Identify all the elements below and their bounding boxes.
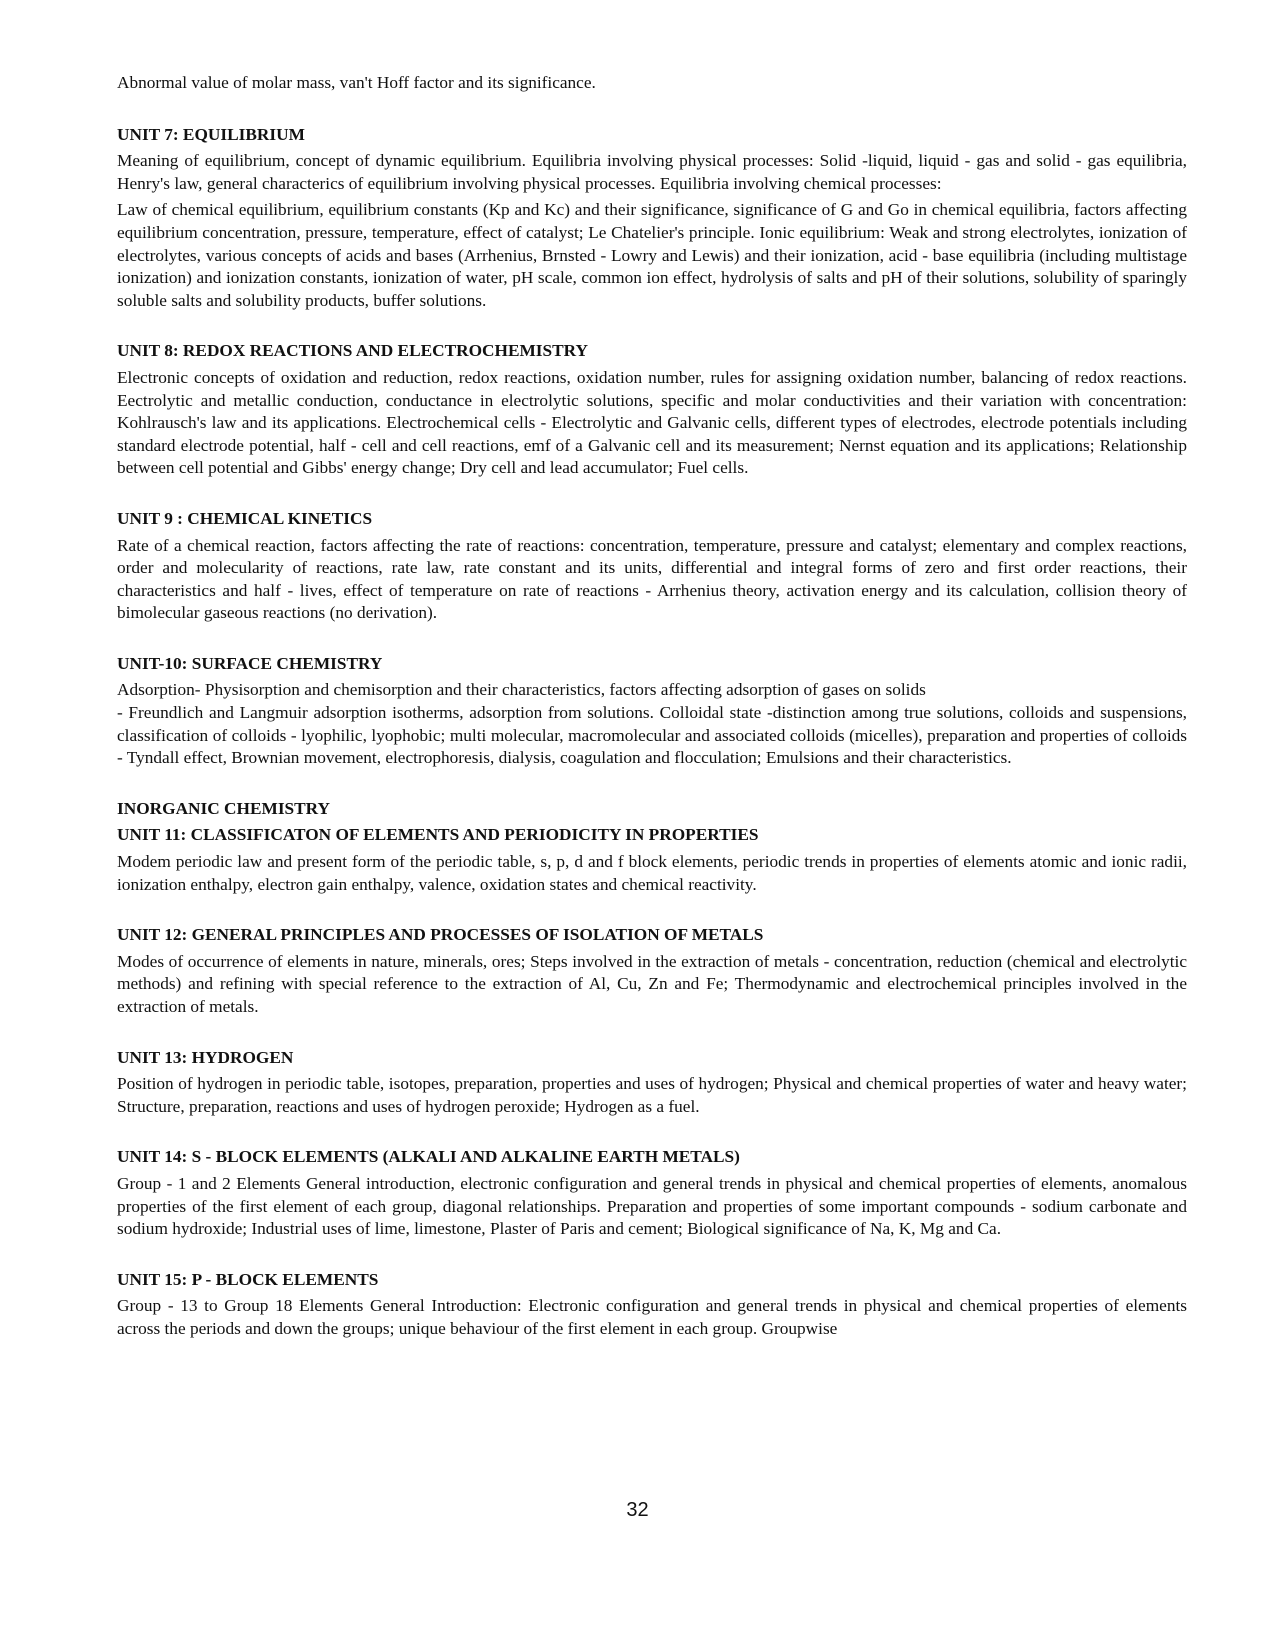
unit-10-paragraph-2: - Freundlich and Langmuir adsorption isotherms, adsorption from solutions. Colloidal state -distinction among true solutions, colloids and suspensions, classification of colloids - lyophilic, lyophobic; multi molecular, macromolecular and associated colloids (micelles), preparation and properties of colloids - Tyndall effect, Brownian movement, electrophoresis, dialysis, coagulation and flocculation; Emulsions and their characteristics. [117,703,1187,768]
unit-13-paragraph: Position of hydrogen in periodic table, isotopes, preparation, properties and uses of hydrogen; Physical and chemical properties of water and heavy water; Structure, preparation, reactions and uses of hydrogen peroxide; Hydrogen as a fuel. [117,1074,1187,1116]
unit-14-heading: UNIT 14: S - BLOCK ELEMENTS (ALKALI AND ALKALINE EARTH METALS) [117,1147,740,1167]
unit-11-section [117,798,1187,896]
unit-13-section [117,1047,1187,1119]
unit-12-heading: UNIT 12: GENERAL PRINCIPLES AND PROCESSES OF ISOLATION OF METALS [117,925,764,945]
unit-10-section [117,653,1187,770]
unit-10-paragraph-1: Adsorption- Physisorption and chemisorption and their characteristics, factors affecting adsorption of gases on solids [117,680,926,700]
unit-14-paragraph: Group - 1 and 2 Elements General introduction, electronic configuration and general trends in physical and chemical properties of elements, anomalous properties of the first element of each group, diagonal relationships. Preparation and properties of some important compounds - sodium carbonate and sodium hydroxide; Industrial uses of lime, limestone, Plaster of Paris and cement; Biological significance of Na, K, Mg and Ca. [117,1173,1187,1239]
unit-9-heading: UNIT 9 : CHEMICAL KINETICS [117,508,373,528]
unit-11-heading: UNIT 11: CLASSIFICATON OF ELEMENTS AND PERIODICITY IN PROPERTIES [117,825,759,845]
unit-13-heading: UNIT 13: HYDROGEN [117,1047,294,1067]
unit-15-section [117,1269,1187,1341]
intro-line: Abnormal value of molar mass, van't Hoff factor and its significance. [117,73,596,92]
page-number: 32 [626,1499,649,1521]
unit-9-section [117,508,1187,625]
unit-7-section [117,124,1187,313]
inorganic-chemistry-heading: INORGANIC CHEMISTRY [117,798,331,818]
unit-14-section [117,1146,1187,1240]
unit-10-heading: UNIT-10: SURFACE CHEMISTRY [117,653,383,673]
unit-15-heading: UNIT 15: P - BLOCK ELEMENTS [117,1269,379,1289]
unit-11-paragraph: Modem periodic law and present form of the periodic table, s, p, d and f block elements, periodic trends in properties of elements atomic and ionic radii, ionization enthalpy, electron gain enthalpy, valence, oxidation states and chemical reactivity. [117,852,1187,894]
unit-7-paragraph-1: Meaning of equilibrium, concept of dynamic equilibrium. Equilibria involving physical processes: Solid -liquid, liquid - gas and solid - gas equilibria, Henry's law, general characterics of equilibrium involving physical processes. Equilibria involving chemical processes: [117,151,1187,193]
unit-12-section [117,924,1187,1018]
unit-8-heading: UNIT 8: REDOX REACTIONS AND ELECTROCHEMISTRY [117,341,589,361]
unit-12-paragraph: Modes of occurrence of elements in nature, minerals, ores; Steps involved in the extraction of metals - concentration, reduction (chemical and electrolytic methods) and refining with special reference to the extraction of Al, Cu, Zn and Fe; Thermodynamic and electrochemical principles involved in the extraction of metals. [117,951,1187,1016]
unit-9-paragraph: Rate of a chemical reaction, factors affecting the rate of reactions: concentration, temperature, pressure and catalyst; elementary and complex reactions, order and molecularity of reactions, rate law, rate constant and its units, differential and integral forms of zero and first order reactions, their characteristics and half - lives, effect of temperature on rate of reactions - Arrhenius theory, activation energy and its calculation, collision theory of bimolecular gaseous reactions (no derivation). [117,535,1187,623]
unit-7-paragraph-2: Law of chemical equilibrium, equilibrium constants (Kp and Kc) and their significance, significance of G and Go in chemical equilibria, factors affecting equilibrium concentration, pressure, temperature, effect of catalyst; Le Chatelier's principle. Ionic equilibrium: Weak and strong electrolytes, ionization of electrolytes, various concepts of acids and bases (Arrhenius, Brnsted - Lowry and Lewis) and their ionization, acid - base equilibria (including multistage ionization) and ionization constants, ionization of water, pH scale, common ion effect, hydrolysis of salts and pH of their solutions, solubility of sparingly soluble salts and solubility products, buffer solutions. [117,200,1187,310]
document-page [117,72,1187,1369]
unit-8-paragraph: Electronic concepts of oxidation and reduction, redox reactions, oxidation number, rules for assigning oxidation number, balancing of redox reactions. Eectrolytic and metallic conduction, conductance in electrolytic solutions, specific and molar conductivities and their variation with concentration: Kohlrausch's law and its applications. Electrochemical cells - Electrolytic and Galvanic cells, different types of electrodes, electrode potentials including standard electrode potential, half - cell and cell reactions, emf of a Galvanic cell and its measurement; Nernst equation and its applications; Relationship between cell potential and Gibbs' energy change; Dry cell and lead accumulator; Fuel cells. [117,367,1187,478]
unit-7-heading: UNIT 7: EQUILIBRIUM [117,124,305,144]
unit-8-section [117,340,1187,480]
unit-15-paragraph: Group - 13 to Group 18 Elements General Introduction: Electronic configuration and general trends in physical and chemical properties of elements across the periods and down the groups; unique behaviour of the first element in each group. Groupwise [117,1296,1187,1338]
